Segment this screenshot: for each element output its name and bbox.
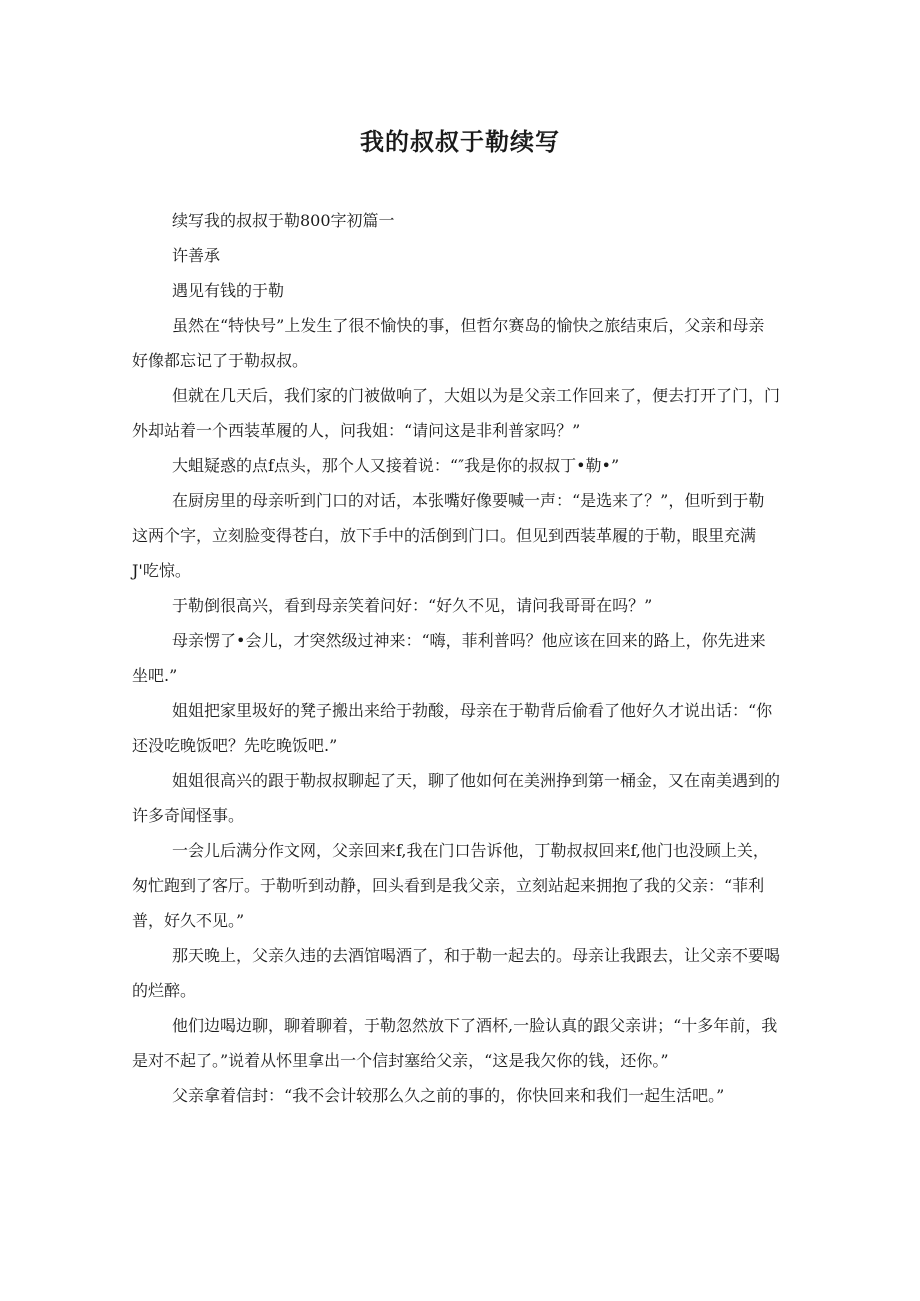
paragraph: 姐姐很高兴的跟于勒叔叔聊起了天，聊了他如何在美洲挣到第一桶金，又在南美遇到的许多奇闻怪事。 bbox=[132, 771, 781, 825]
paragraph: 姐姐把家里圾好的凳子搬出来给于勃酸，母亲在于勒背后偷看了他好久才说出话：“你还没吃晚饭吧？先吃晚饭吧.” bbox=[132, 701, 773, 755]
paragraph: 大蛆疑惑的点f点头，那个人又接着说：“″我是你的叔叔丁•勒•” bbox=[172, 456, 620, 475]
paragraph: 遇见有钱的于勒 bbox=[172, 281, 285, 300]
paragraph: 母亲愣了•会儿，才突然级过神来：“嗨，菲利普吗？他应该在回来的路上，你先进来坐吧.” bbox=[132, 631, 766, 685]
paragraph: 父亲拿着信封：“我不会计较那么久之前的事的，你快回来和我们一起生活吧。” bbox=[172, 1086, 725, 1105]
paragraph: 在厨房里的母亲听到门口的对话，本张嘴好像要喊一声：“是选来了？”，但听到于勒这两个字，立刻脸变得苍白，放下手中的活倒到门口。但见到西装革履的于勒，眼里充满J'吃惊。 bbox=[132, 491, 765, 580]
paragraph: 虽然在“特快号”上发生了很不愉快的事，但哲尔赛岛的愉快之旅结束后，父亲和母亲好像都忘记了于勒叔叔。 bbox=[132, 316, 765, 370]
paragraph: 续写我的叔叔于勒800字初篇一 bbox=[172, 211, 395, 230]
paragraph: 一会儿后满分作文网，父亲回来f,我在门口告诉他，丁勒叔叔回来f,他门也没顾上关，匆忙跑到了客厅。于勒听到动静，回头看到是我父亲，立刻站起来拥抱了我的父亲：“菲利普，好久不见。” bbox=[132, 841, 769, 930]
paragraph: 他们边喝边聊，聊着聊着，于勒忽然放下了酒杯,一脸认真的跟父亲讲；“十多年前，我是对不起了。”说着从怀里拿出一个信封塞给父亲，“这是我欠你的钱，还你。” bbox=[132, 1016, 778, 1070]
document-title: 我的叔叔于勒续写 bbox=[360, 128, 560, 156]
paragraph: 那天晚上，父亲久违的去酒馆喝酒了，和于勒一起去的。母亲让我跟去，让父亲不要喝的烂醉。 bbox=[132, 946, 781, 1000]
paragraph: 于勒倒很高兴，看到母亲笑着问好：“好久不见，请问我哥哥在吗？” bbox=[172, 596, 653, 615]
paragraph: 但就在几天后，我们家的门被做响了，大姐以为是父亲工作回来了，便去打开了门，门外却站着一个西装革履的人，问我姐：“请问这是非利普家吗？” bbox=[132, 386, 781, 440]
document-body bbox=[132, 203, 780, 1113]
paragraph: 许善承 bbox=[172, 246, 221, 265]
